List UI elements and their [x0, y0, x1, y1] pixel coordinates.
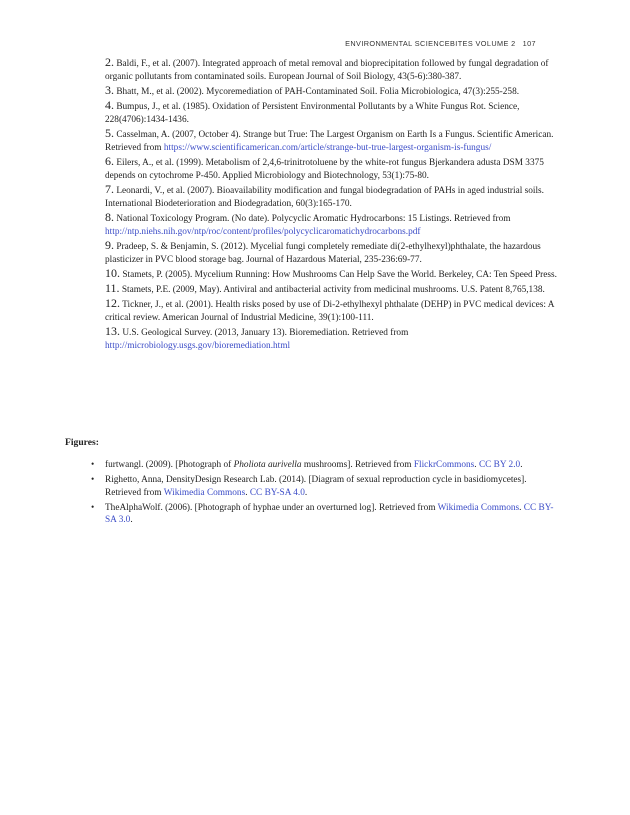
reference-item — [105, 267, 565, 282]
reference-item — [105, 239, 565, 267]
reference-list — [105, 56, 565, 353]
citation-text: . — [474, 460, 479, 470]
citation-text: U.S. Geological Survey. (2013, January 13). Bioremediation. Retrieved from — [122, 328, 409, 339]
reference-link[interactable]: http://ntp.niehs.nih.gov/ntp/roc/content/profiles/polycyclicaromatichydrocarbons.pdf — [105, 227, 421, 237]
page-number: 107 — [522, 39, 536, 48]
reference-link[interactable]: FlickrCommons — [413, 460, 475, 470]
citation-text: Baldi, F., et al. (2007). Integrated approach of metal removal and bioprecipitation followed by fungal degradation of organic pollutants from contaminated soils. European Journal of Soil Biology, 43(5-6):380-387. — [105, 59, 549, 82]
figure-credits-list — [91, 459, 561, 529]
citation-text: . — [130, 515, 133, 526]
italic-text: Pholiota aurivella — [233, 460, 302, 470]
figure-credit-item — [91, 474, 561, 500]
reference-item — [105, 211, 565, 239]
citation-text: Pradeep, S. & Benjamin, S. (2012). Mycelial fungi completely remediate di(2-ethylhexyl)phthalate, the hazardous plasticizer in PVC blood storage bag. Journal of Hazardous Material, 235-236:69-77. — [105, 242, 541, 265]
reference-number: 13. — [105, 324, 120, 339]
reference-item — [105, 155, 565, 183]
reference-link[interactable]: https://www.scientificamerican.com/article/strange-but-true-largest-organism-is-fungus/ — [163, 143, 492, 153]
reference-link[interactable]: CC BY 2.0 — [478, 460, 521, 470]
citation-text: . — [245, 487, 250, 498]
reference-number: 4. — [105, 98, 114, 113]
bullet-icon: • — [91, 474, 95, 485]
bullet-icon: • — [91, 502, 95, 513]
citation-text: . — [304, 487, 308, 498]
reference-link[interactable]: CC BY-SA 3.0 — [105, 502, 554, 526]
reference-item — [105, 325, 565, 353]
reference-number: 6. — [105, 154, 114, 169]
citation-text: Righetto, Anna, DensityDesign Research Lab. (2014). [Diagram of sexual reproduction cycle in basidiomycetes]. Retrieved from — [105, 474, 527, 498]
reference-number: 5. — [105, 126, 114, 141]
reference-item — [105, 56, 565, 84]
reference-number: 12. — [105, 296, 120, 311]
citation-text: Stamets, P. (2005). Mycelium Running: How Mushrooms Can Help Save the World. Berkeley, CA: Ten Speed Press. — [122, 270, 557, 281]
bullet-icon: • — [91, 460, 95, 470]
citation-text: Bumpus, J., et al. (1985). Oxidation of Persistent Environmental Pollutants by a White Fungus Rot. Science, 228(4706):1434-1436. — [105, 102, 520, 125]
reference-number: 3. — [105, 83, 114, 97]
figure-credit-item — [91, 502, 561, 528]
reference-number: 10. — [105, 266, 120, 281]
citation-text: National Toxicology Program. (No date). Polycyclic Aromatic Hydrocarbons: 15 Listings. Retrieved from — [116, 214, 511, 225]
reference-link[interactable]: http://microbiology.usgs.gov/bioremediation.html — [105, 341, 291, 352]
citation-text: furtwangl. (2009). [Photograph of — [105, 460, 234, 470]
citation-text: Leonardi, V., et al. (2007). Bioavailability modification and fungal biodegradation of PAHs in aged industrial soils. International Biodeterioration and Biodegradation, 60(3):165-170. — [105, 186, 544, 209]
reference-link[interactable]: Wikimedia Commons — [437, 502, 520, 513]
citation-text: Tickner, J., et al. (2001). Health risks posed by use of Di-2-ethylhexyl phthalate (DEHP) in PVC medical devices: A critical review. American Journal of Industrial Medicine, 39(1):100-111. — [105, 300, 554, 324]
header-title: ENVIRONMENTAL SCIENCEBITES VOLUME 2 — [345, 39, 516, 48]
figures-heading: Figures: — [65, 437, 99, 448]
reference-item — [105, 297, 565, 325]
reference-number: 8. — [105, 210, 114, 225]
reference-number: 7. — [105, 182, 114, 197]
citation-text: Stamets, P.E. (2009, May). Antiviral and antibacterial activity from medicinal mushrooms. U.S. Patent 8,765,138. — [121, 285, 545, 296]
reference-link[interactable]: Wikimedia Commons — [163, 487, 246, 498]
reference-item — [105, 99, 565, 127]
running-header — [345, 39, 536, 48]
citation-text: . — [520, 460, 523, 470]
reference-number: 2. — [105, 55, 114, 69]
citation-text: Eilers, A., et al. (1999). Metabolism of 2,4,6-trinitrotoluene by the white-rot fungus Bjerkandera adusta DSM 3375 depends on cytochrome P-450. Applied Microbiology and Biotechnology, 53(1):75-80. — [105, 158, 544, 181]
citation-text: TheAlphaWolf. (2006). [Photograph of hyphae under an overturned log]. Retrieved from — [105, 502, 438, 513]
citation-text: Bhatt, M., et al. (2002). Mycoremediation of PAH-Contaminated Soil. Folia Microbiologica, 47(3):255-258. — [116, 87, 520, 97]
citation-text: mushrooms]. Retrieved from — [301, 460, 414, 470]
reference-item — [105, 84, 565, 99]
citation-text: Casselman, A. (2007, October 4). Strange but True: The Largest Organism on Earth Is a Fungus. Scientific American. Retrieved from — [105, 130, 554, 153]
reference-item — [105, 282, 565, 297]
reference-item — [105, 127, 565, 155]
citation-text: . — [519, 502, 524, 513]
figure-credit-item — [91, 459, 561, 472]
reference-link[interactable]: CC BY-SA 4.0 — [249, 487, 305, 498]
reference-number: 9. — [105, 238, 114, 253]
reference-number: 11. — [105, 281, 120, 296]
reference-item — [105, 183, 565, 211]
